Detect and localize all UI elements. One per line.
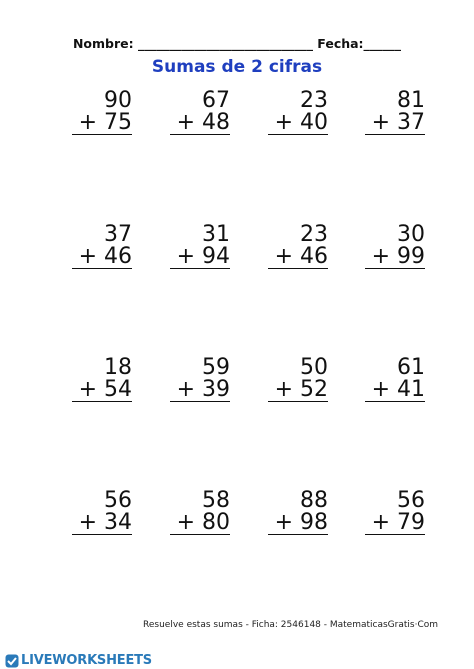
addend-top: 18 <box>104 355 132 380</box>
addend-top: 81 <box>397 88 425 113</box>
addend-top: 31 <box>202 222 230 247</box>
addition-problem-5 <box>72 224 132 269</box>
addend-bottom: + 75 <box>72 112 132 135</box>
addend-bottom: + 46 <box>268 246 328 269</box>
worksheet-title: Sumas de 2 cifras <box>151 57 323 77</box>
addend-bottom: + 98 <box>268 512 328 535</box>
addend-top: 37 <box>104 222 132 247</box>
addition-problem-13 <box>72 490 132 535</box>
addend-bottom: + 94 <box>170 246 230 269</box>
addition-problem-8 <box>365 224 425 269</box>
name-date-header: Nombre: ____________________________ Fecha:______ <box>72 36 402 51</box>
brand-name: LIVEWORKSHEETS <box>21 653 152 668</box>
addend-bottom: + 40 <box>268 112 328 135</box>
footer-credit: Resuelve estas sumas - Ficha: 2546148 - MatematicasGratis·Com <box>143 620 438 630</box>
addend-top: 30 <box>397 222 425 247</box>
addend-bottom: + 79 <box>365 512 425 535</box>
addend-bottom: + 46 <box>72 246 132 269</box>
addend-top: 58 <box>202 488 230 513</box>
addition-problem-6 <box>170 224 230 269</box>
addend-top: 23 <box>300 88 328 113</box>
addition-problem-2 <box>170 90 230 135</box>
addend-bottom: + 39 <box>170 379 230 402</box>
addend-top: 56 <box>104 488 132 513</box>
addend-bottom: + 41 <box>365 379 425 402</box>
addition-problem-11 <box>268 357 328 402</box>
addend-bottom: + 99 <box>365 246 425 269</box>
brand-logo[interactable] <box>5 652 152 669</box>
addend-bottom: + 54 <box>72 379 132 402</box>
addition-problem-9 <box>72 357 132 402</box>
addend-bottom: + 48 <box>170 112 230 135</box>
addend-bottom: + 80 <box>170 512 230 535</box>
addend-top: 23 <box>300 222 328 247</box>
addend-bottom: + 34 <box>72 512 132 535</box>
addition-problem-10 <box>170 357 230 402</box>
liveworksheets-logo-icon <box>5 654 19 668</box>
addend-top: 50 <box>300 355 328 380</box>
addition-problem-1 <box>72 90 132 135</box>
addition-problem-14 <box>170 490 230 535</box>
addition-problem-16 <box>365 490 425 535</box>
addition-problem-12 <box>365 357 425 402</box>
addend-top: 90 <box>104 88 132 113</box>
addend-top: 59 <box>202 355 230 380</box>
addition-problem-3 <box>268 90 328 135</box>
addend-bottom: + 52 <box>268 379 328 402</box>
addition-problem-4 <box>365 90 425 135</box>
addend-top: 56 <box>397 488 425 513</box>
addend-top: 88 <box>300 488 328 513</box>
addition-problem-15 <box>268 490 328 535</box>
addition-problem-7 <box>268 224 328 269</box>
addend-top: 67 <box>202 88 230 113</box>
addend-top: 61 <box>397 355 425 380</box>
addend-bottom: + 37 <box>365 112 425 135</box>
